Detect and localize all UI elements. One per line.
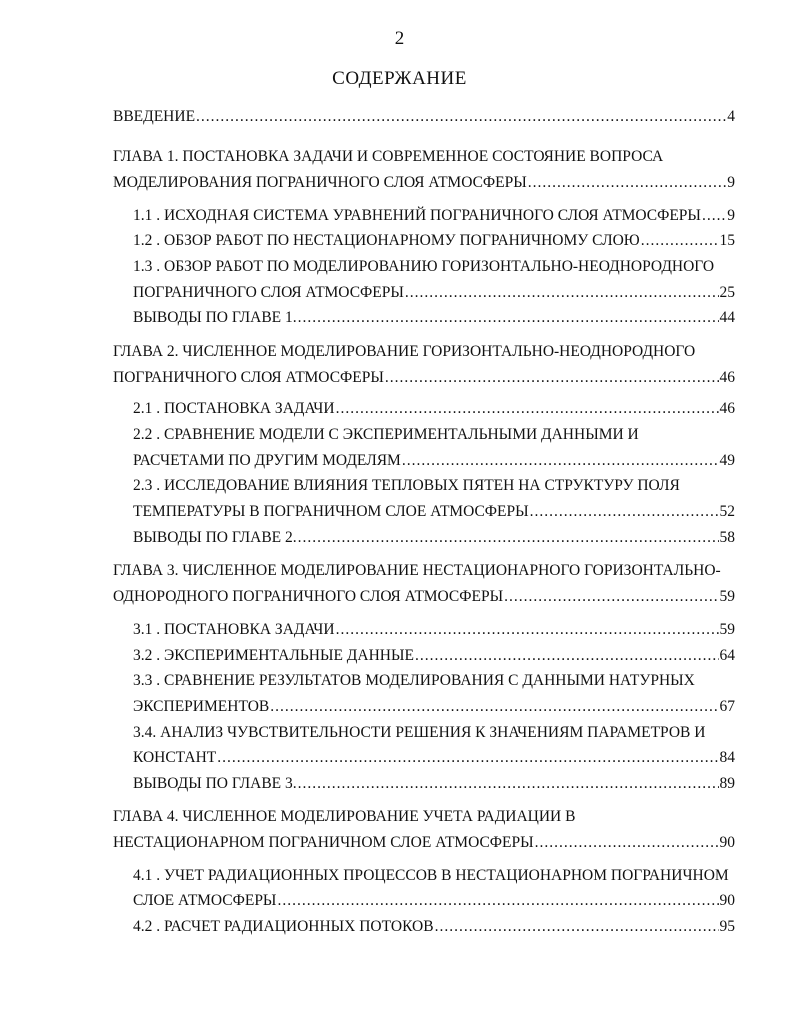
toc-entry-text: 2.1 . ПОСТАНОВКА ЗАДАЧИ — [133, 400, 335, 417]
toc-title: СОДЕРЖАНИЕ — [332, 68, 467, 89]
toc-section-3-4-line1[interactable]: 3.4. АНАЛИЗ ЧУВСТВИТЕЛЬНОСТИ РЕШЕНИЯ К ЗНАЧЕНИЯМ ПАРАМЕТРОВ И — [133, 724, 706, 741]
toc-section-3-1[interactable] — [133, 619, 735, 641]
dot-leader — [298, 773, 719, 795]
toc-entry-text: 1.1 . ИСХОДНАЯ СИСТЕМА УРАВНЕНИЙ ПОГРАНИЧНОГО СЛОЯ АТМОСФЕРЫ — [133, 207, 701, 224]
toc-entry-page: 58 — [719, 529, 735, 546]
toc-conclusions-1[interactable] — [133, 307, 735, 329]
toc-entry-page: 4 — [727, 108, 735, 125]
toc-entry-text: КОНСТАНТ — [133, 749, 217, 766]
toc-entry-page: 59 — [719, 588, 735, 605]
dot-leader — [405, 282, 719, 304]
toc-entry-page: 84 — [719, 749, 735, 766]
toc-section-2-2[interactable] — [133, 450, 735, 472]
toc-chapter-3-line1[interactable]: ГЛАВА 3. ЧИСЛЕННОЕ МОДЕЛИРОВАНИЕ НЕСТАЦИОНАРНОГО ГОРИЗОНТАЛЬНО- — [113, 562, 721, 579]
dot-leader — [504, 586, 718, 608]
toc-section-2-1[interactable] — [133, 398, 735, 420]
dot-leader — [217, 747, 718, 769]
dot-leader — [298, 307, 719, 329]
toc-entry-page: 95 — [719, 918, 735, 935]
dot-leader — [277, 890, 718, 912]
toc-entry-page: 59 — [719, 621, 735, 638]
toc-entry-page: 89 — [719, 775, 735, 792]
toc-entry-page: 9 — [727, 174, 735, 191]
toc-section-2-3[interactable] — [133, 501, 735, 523]
dot-leader — [298, 527, 719, 549]
toc-entry-text: ВЫВОДЫ ПО ГЛАВЕ 1. — [133, 309, 297, 326]
toc-entry-text: ТЕМПЕРАТУРЫ В ПОГРАНИЧНОМ СЛОЕ АТМОСФЕРЫ — [133, 503, 529, 520]
toc-entry-text: ВЫВОДЫ ПО ГЛАВЕ 2. — [133, 529, 297, 546]
page-number: 2 — [394, 28, 405, 49]
toc-entry-text: ПОГРАНИЧНОГО СЛОЯ АТМОСФЕРЫ — [113, 369, 384, 386]
toc-section-2-2-line1[interactable]: 2.2 . СРАВНЕНИЕ МОДЕЛИ С ЭКСПЕРИМЕНТАЛЬНЫМИ ДАННЫМИ И — [133, 426, 639, 443]
toc-entry-text: НЕСТАЦИОНАРНОМ ПОГРАНИЧНОМ СЛОЕ АТМОСФЕРЫ — [113, 834, 534, 851]
toc-section-3-4[interactable] — [133, 747, 735, 769]
toc-section-4-1[interactable] — [133, 890, 735, 912]
toc-entry-page: 9 — [727, 207, 735, 224]
toc-section-4-1-line1[interactable]: 4.1 . УЧЕТ РАДИАЦИОННЫХ ПРОЦЕССОВ В НЕСТАЦИОНАРНОМ ПОГРАНИЧНОМ — [133, 867, 729, 884]
dot-leader — [196, 106, 726, 128]
toc-entry-page: 67 — [719, 698, 735, 715]
toc-chapter-2-line1[interactable]: ГЛАВА 2. ЧИСЛЕННОЕ МОДЕЛИРОВАНИЕ ГОРИЗОНТАЛЬНО-НЕОДНОРОДНОГО — [113, 343, 696, 360]
toc-chapter-1[interactable] — [113, 172, 735, 194]
toc-chapter-1-line1[interactable]: ГЛАВА 1. ПОСТАНОВКА ЗАДАЧИ И СОВРЕМЕННОЕ СОСТОЯНИЕ ВОПРОСА — [113, 148, 664, 165]
dot-leader — [530, 501, 719, 523]
toc-entry-page: 52 — [719, 503, 735, 520]
toc-chapter-4[interactable] — [113, 832, 735, 854]
toc-conclusions-3[interactable] — [133, 773, 735, 795]
dot-leader — [415, 645, 719, 667]
dot-leader — [336, 398, 719, 420]
dot-leader — [702, 205, 726, 227]
toc-entry-page: 90 — [719, 834, 735, 851]
toc-entry-text: МОДЕЛИРОВАНИЯ ПОГРАНИЧНОГО СЛОЯ АТМОСФЕРЫ — [113, 174, 527, 191]
toc-entry-text: 3.1 . ПОСТАНОВКА ЗАДАЧИ — [133, 621, 335, 638]
dot-leader — [528, 172, 726, 194]
toc-section-3-2[interactable] — [133, 645, 735, 667]
toc-section-1-2[interactable] — [133, 230, 735, 252]
toc-section-4-2[interactable] — [133, 916, 735, 938]
toc-entry-page: 46 — [719, 400, 735, 417]
toc-conclusions-2[interactable] — [133, 527, 735, 549]
toc-entry-text: 1.2 . ОБЗОР РАБОТ ПО НЕСТАЦИОНАРНОМУ ПОГРАНИЧНОМУ СЛОЮ — [133, 232, 640, 249]
toc-entry-text: СЛОЕ АТМОСФЕРЫ — [133, 892, 277, 909]
toc-section-3-3[interactable] — [133, 696, 735, 718]
toc-section-1-3-line1[interactable]: 1.3 . ОБЗОР РАБОТ ПО МОДЕЛИРОВАНИЮ ГОРИЗОНТАЛЬНО-НЕОДНОРОДНОГО — [133, 258, 715, 275]
dot-leader — [385, 367, 719, 389]
dot-leader — [402, 450, 719, 472]
toc-chapter-4-line1[interactable]: ГЛАВА 4. ЧИСЛЕННОЕ МОДЕЛИРОВАНИЕ УЧЕТА РАДИАЦИИ В — [113, 808, 576, 825]
dot-leader — [435, 916, 719, 938]
toc-entry-text: ЭКСПЕРИМЕНТОВ — [133, 698, 270, 715]
toc-chapter-2[interactable] — [113, 367, 735, 389]
toc-entry-text: ВВЕДЕНИЕ — [113, 108, 196, 125]
toc-entry-text: 3.2 . ЭКСПЕРИМЕНТАЛЬНЫЕ ДАННЫЕ — [133, 647, 414, 664]
dot-leader — [535, 832, 719, 854]
toc-entry-text: РАСЧЕТАМИ ПО ДРУГИМ МОДЕЛЯМ — [133, 452, 401, 469]
toc-entry-text: ОДНОРОДНОГО ПОГРАНИЧНОГО СЛОЯ АТМОСФЕРЫ — [113, 588, 504, 605]
toc-entry-intro[interactable] — [113, 106, 735, 128]
toc-entry-page: 25 — [719, 284, 735, 301]
toc-entry-page: 46 — [719, 369, 735, 386]
toc-chapter-3[interactable] — [113, 586, 735, 608]
toc-section-1-1[interactable] — [133, 205, 735, 227]
dot-leader — [270, 696, 718, 718]
toc-section-2-3-line1[interactable]: 2.3 . ИССЛЕДОВАНИЕ ВЛИЯНИЯ ТЕПЛОВЫХ ПЯТЕН НА СТРУКТУРУ ПОЛЯ — [133, 477, 680, 494]
toc-section-1-3[interactable] — [133, 282, 735, 304]
dot-leader — [336, 619, 719, 641]
toc-section-3-3-line1[interactable]: 3.3 . СРАВНЕНИЕ РЕЗУЛЬТАТОВ МОДЕЛИРОВАНИЯ С ДАННЫМИ НАТУРНЫХ — [133, 672, 695, 689]
dot-leader — [641, 230, 719, 252]
toc-entry-text: 4.2 . РАСЧЕТ РАДИАЦИОННЫХ ПОТОКОВ — [133, 918, 434, 935]
toc-entry-page: 49 — [719, 452, 735, 469]
toc-entry-text: ВЫВОДЫ ПО ГЛАВЕ 3. — [133, 775, 297, 792]
toc-entry-page: 15 — [719, 232, 735, 249]
toc-entry-page: 64 — [719, 647, 735, 664]
toc-entry-page: 44 — [719, 309, 735, 326]
toc-entry-text: ПОГРАНИЧНОГО СЛОЯ АТМОСФЕРЫ — [133, 284, 404, 301]
toc-entry-page: 90 — [719, 892, 735, 909]
